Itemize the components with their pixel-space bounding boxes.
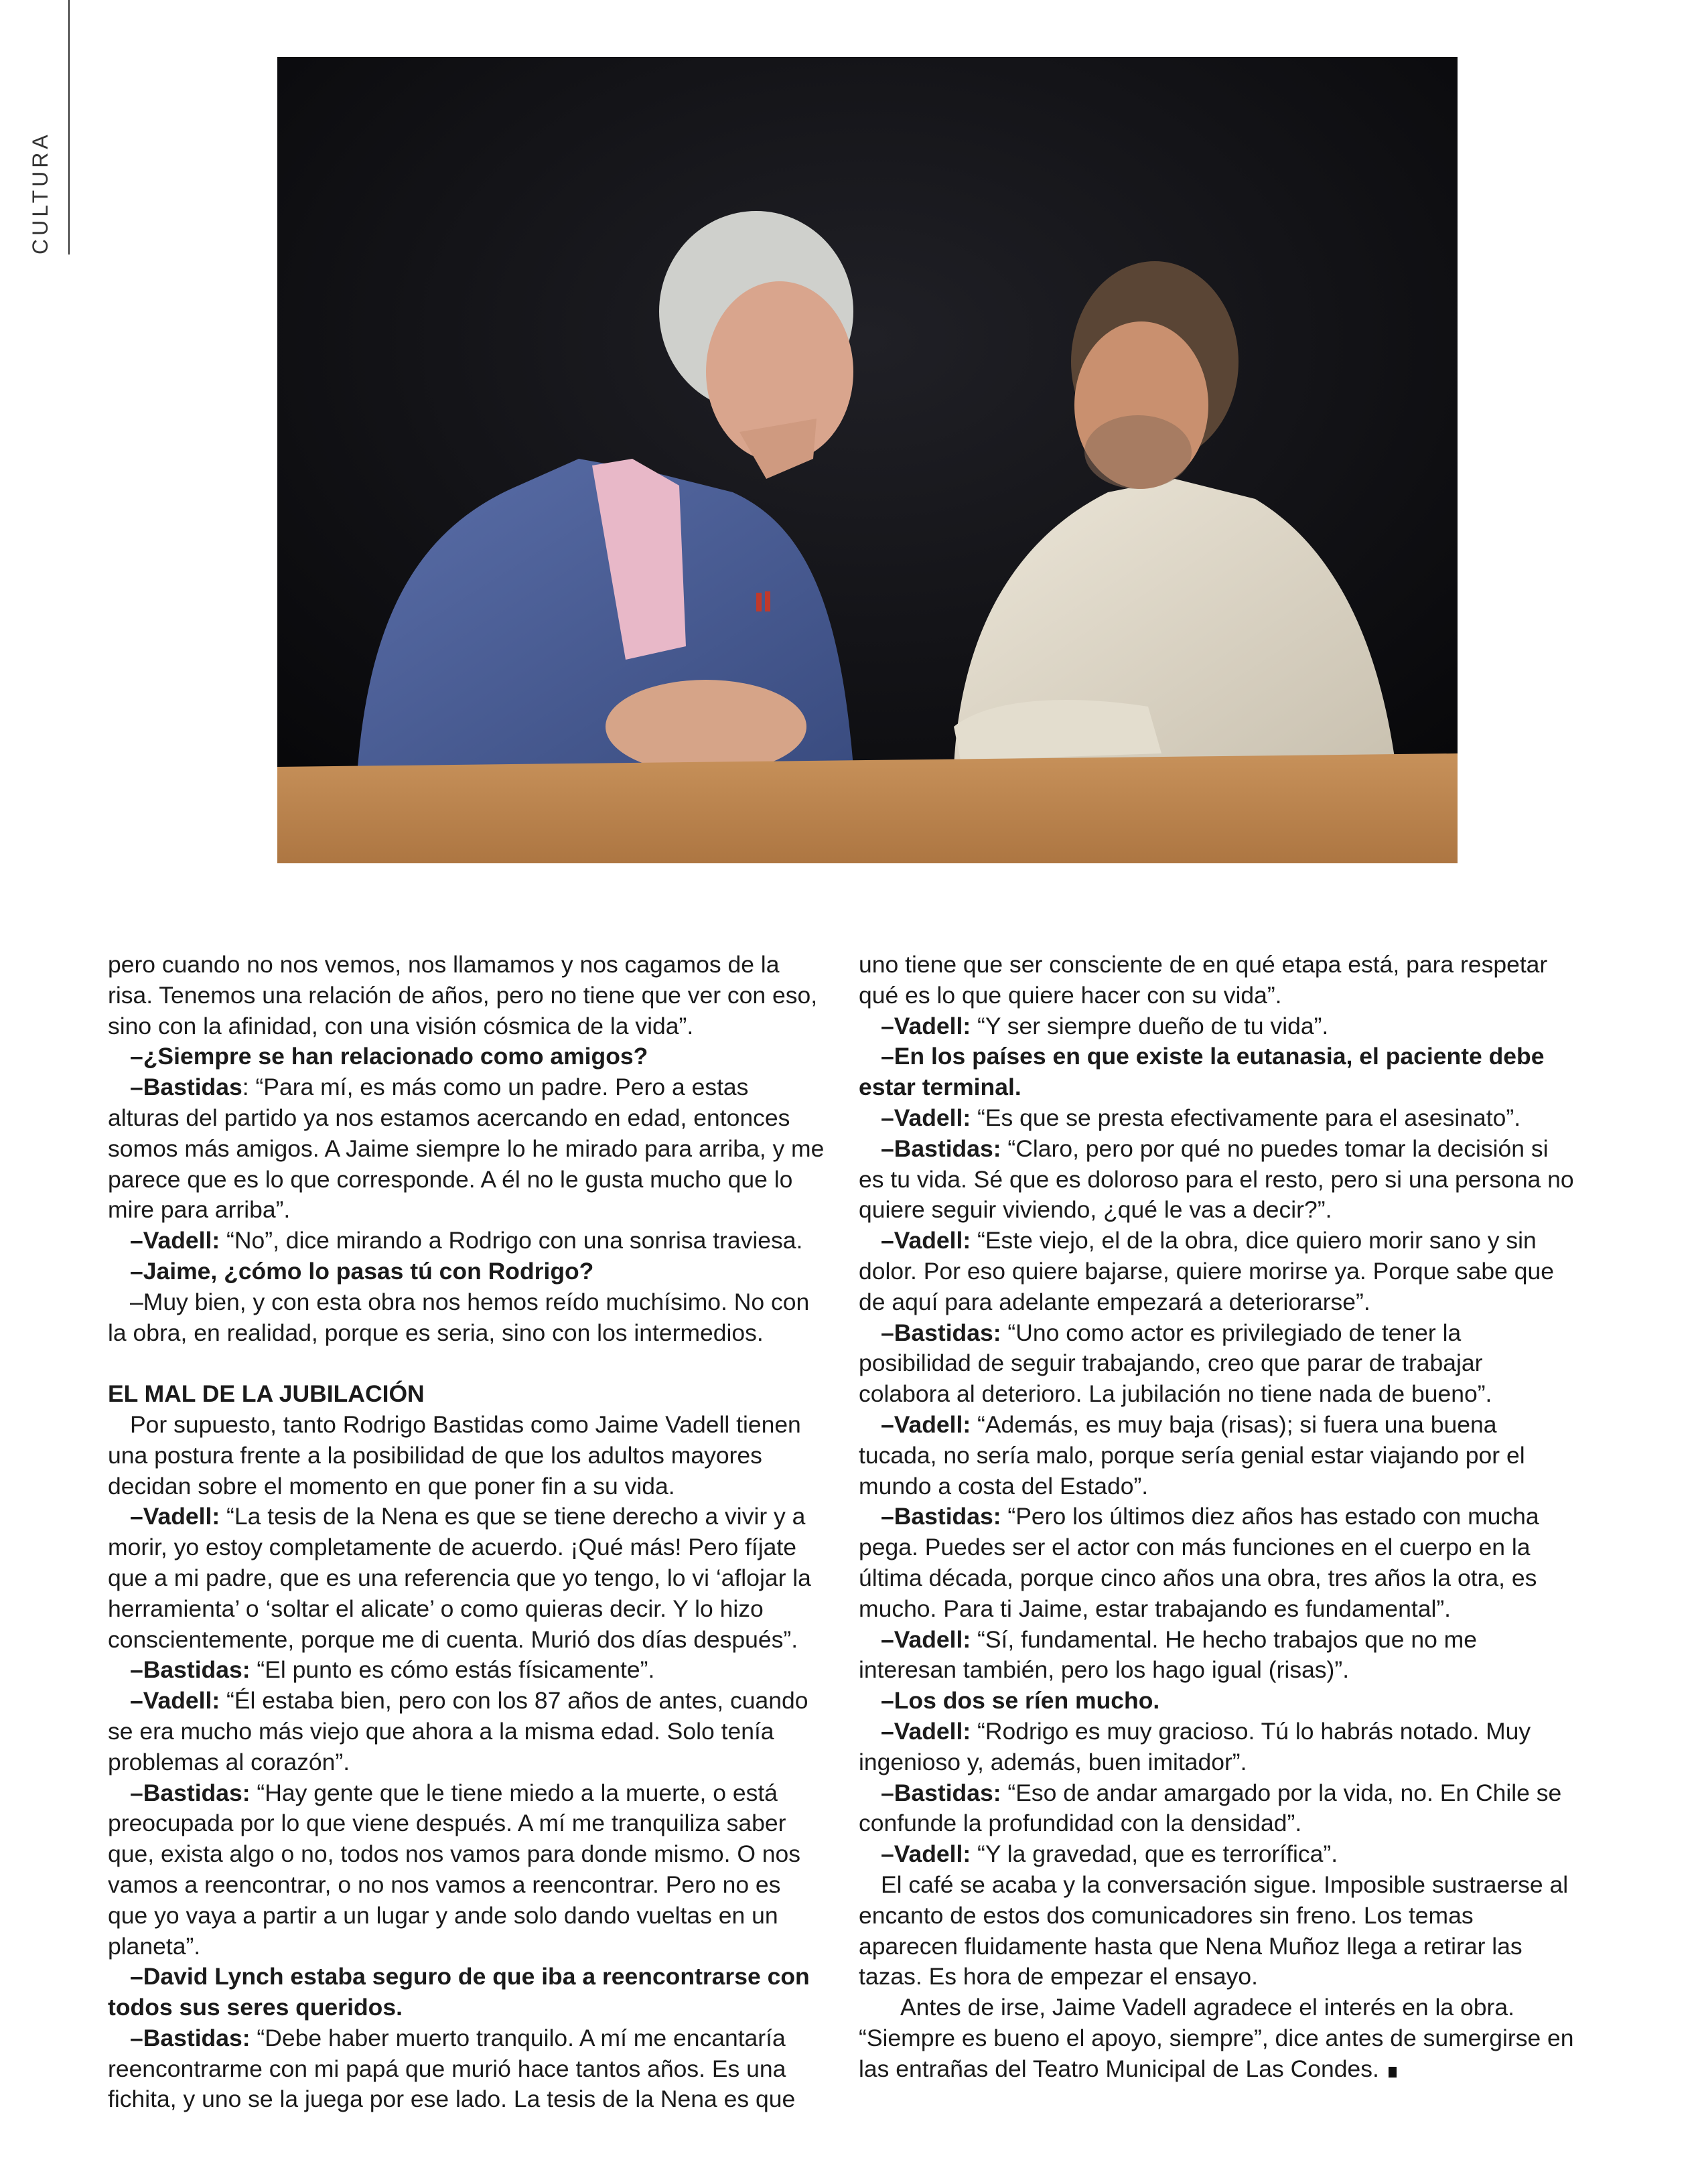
photo-illustration — [277, 57, 1458, 863]
interview-question: –En los países en que existe la eutanasia, el paciente debe estar terminal. — [859, 1043, 1545, 1101]
paragraph: –Vadell: “Y la gravedad, que es terrorífica”. — [881, 1840, 1338, 1868]
section-label — [25, 131, 59, 388]
speaker-name: –Bastidas: — [881, 1503, 1001, 1530]
paragraph: –Bastidas: “Pero los últimos diez años has estado con mucha pega. Puedes ser el actor con más funciones en el cuerpo en la última década, porque cinco años una obra, tres años la otra, es mucho. Para ti Jaime, estar trabajando es fundamental”. — [859, 1503, 1539, 1622]
speaker-name: –Bastidas — [130, 1074, 242, 1101]
speaker-name: –Bastidas: — [881, 1135, 1001, 1162]
wooden-table — [277, 753, 1458, 863]
paragraph: –Bastidas: “Eso de andar amargado por la vida, no. En Chile se confunde la profundidad con la densidad”. — [859, 1779, 1562, 1837]
paragraph: Por supuesto, tanto Rodrigo Bastidas como Jaime Vadell tienen una postura frente a la posibilidad de que los adultos mayores decidan sobre el momento en que poner fin a su vida. — [108, 1410, 801, 1500]
article-column-right — [859, 950, 1577, 2084]
paragraph: –Vadell: “Además, es muy baja (risas); si fuera una buena tucada, no sería malo, porque sería genial estar viajando por el mundo a costa del Estado”. — [859, 1410, 1525, 1500]
end-of-article-mark — [1389, 2067, 1397, 2078]
paragraph: –Vadell: “Y ser siempre dueño de tu vida”. — [881, 1012, 1329, 1039]
speaker-name: –Vadell: — [881, 1012, 971, 1039]
speaker-name: –Bastidas: — [130, 1656, 251, 1684]
section-label-text: CULTURA — [28, 131, 52, 254]
section-rule — [68, 0, 70, 254]
paragraph: –Vadell: “Él estaba bien, pero con los 87 años de antes, cuando se era mucho más viejo que ahora a la misma edad. Solo tenía problemas al corazón”. — [108, 1687, 808, 1775]
speaker-name: –Vadell: — [881, 1625, 971, 1653]
paragraph: –Bastidas: “Uno como actor es privilegiado de tener la posibilidad de seguir trabajando, creo que parar de trabajar colabora al deterioro. La jubilación no tiene nada de bueno”. — [859, 1319, 1492, 1408]
article-photo — [277, 57, 1458, 863]
section-heading: EL MAL DE LA JUBILACIÓN — [108, 1380, 425, 1408]
paragraph: –Vadell: “Sí, fundamental. He hecho trabajos que no me interesan también, pero los hago igual (risas)”. — [859, 1625, 1478, 1684]
paragraph: –Vadell: “Este viejo, el de la obra, dice quiero morir sano y sin dolor. Por eso quiere bajarse, quiere morirse ya. Porque sabe que de aquí para adelante empezará a deteriorarse”. — [859, 1227, 1554, 1315]
paragraph: –Bastidas: “El punto es cómo estás físicamente”. — [130, 1656, 655, 1684]
paragraph: –Bastidas: “Debe haber muerto tranquilo. A mí me encantaría reencontrarme con mi papá que murió hace tantos años. Es una fichita, y uno se la juega por ese lado. La tesis de la Nena es que — [108, 2024, 796, 2113]
paragraph: uno tiene que ser consciente de en qué etapa está, para respetar qué es lo que quiere hacer con su vida”. — [859, 951, 1548, 1009]
closing-paragraph: Antes de irse, Jaime Vadell agradece el interés en la obra. “Siempre es bueno el apoyo, siempre”, dice antes de sumergirse en las entrañas del Teatro Municipal de Las Condes. — [859, 1994, 1574, 2082]
interview-question: –¿Siempre se han relacionado como amigos? — [130, 1043, 648, 1070]
speaker-name: –Vadell: — [881, 1227, 971, 1254]
speaker-name: –Vadell: — [881, 1410, 971, 1438]
interview-question: –Los dos se ríen mucho. — [881, 1687, 1160, 1715]
paragraph: –Vadell: “Rodrigo es muy gracioso. Tú lo habrás notado. Muy ingenioso y, además, buen imitador”. — [859, 1717, 1531, 1775]
speaker-name: –Vadell: — [130, 1503, 220, 1530]
article-column-left — [108, 950, 826, 2115]
interview-question: –Jaime, ¿cómo lo pasas tú con Rodrigo? — [130, 1257, 594, 1285]
paragraph: –Vadell: “Es que se presta efectivamente para el asesinato”. — [881, 1104, 1521, 1131]
speaker-name: –Vadell: — [881, 1840, 971, 1868]
paragraph: El café se acaba y la conversación sigue. Imposible sustraerse al encanto de estos dos comunicadores sin freno. Los temas aparecen fluidamente hasta que Nena Muñoz llega a retirar las tazas. Es hora de empezar el ensayo. — [859, 1871, 1569, 1990]
speaker-name: –Vadell: — [881, 1717, 971, 1745]
speaker-name: –Vadell: — [130, 1687, 220, 1715]
paragraph: –Vadell: “La tesis de la Nena es que se tiene derecho a vivir y a morir, yo estoy completamente de acuerdo. ¡Qué más! Pero fíjate que a mi padre, que es una referencia que yo tengo, lo vi ‘aflojar la herramienta’ o ‘soltar el alicate’ o como quieras decir. Y lo hizo conscientemente, porque me di cuenta. Murió dos días después”. — [108, 1503, 811, 1653]
speaker-name: –Bastidas: — [881, 1779, 1001, 1806]
speaker-name: –Vadell: — [130, 1227, 220, 1254]
interview-question: –David Lynch estaba seguro de que iba a reencontrarse con todos sus seres queridos. — [108, 1963, 810, 2021]
paragraph: –Bastidas: “Hay gente que le tiene miedo a la muerte, o está preocupada por lo que viene después. A mí me tranquiliza saber que, exista algo o no, todos nos vamos para donde mismo. O nos vamos a reencontrar, o no nos vamos a reencontrar. Pero no es que yo vaya a partir a un lugar y ande solo dando vueltas en un planeta”. — [108, 1779, 801, 1960]
paragraph: –Bastidas: “Claro, pero por qué no puedes tomar la decisión si es tu vida. Sé que es doloroso para el resto, pero si una persona no quiere seguir viviendo, ¿qué le vas a decir?”. — [859, 1135, 1574, 1224]
speaker-name: –Bastidas: — [130, 1779, 251, 1806]
older-man-hands — [606, 680, 806, 774]
paragraph: –Bastidas: “Para mí, es más como un padre. Pero a estas alturas del partido ya nos estamos acercando en edad, entonces somos más amigos. A Jaime siempre lo he mirado para arriba, y me parece que es lo que corresponde. A él no le gusta mucho que lo mire para arriba”. — [108, 1074, 825, 1224]
speaker-name: –Vadell: — [881, 1104, 971, 1131]
paragraph: pero cuando no nos vemos, nos llamamos y nos cagamos de la risa. Tenemos una relación de años, pero no tiene que ver con eso, sino con la afinidad, con una visión cósmica de la vida”. — [108, 951, 818, 1039]
paragraph: –Muy bien, y con esta obra nos hemos reído muchísimo. No con la obra, en realidad, porque es seria, sino con los intermedios. — [108, 1288, 810, 1346]
paragraph: –Vadell: “No”, dice mirando a Rodrigo con una sonrisa traviesa. — [130, 1227, 803, 1254]
speaker-name: –Bastidas: — [881, 1319, 1001, 1346]
speaker-name: –Bastidas: — [130, 2024, 251, 2051]
